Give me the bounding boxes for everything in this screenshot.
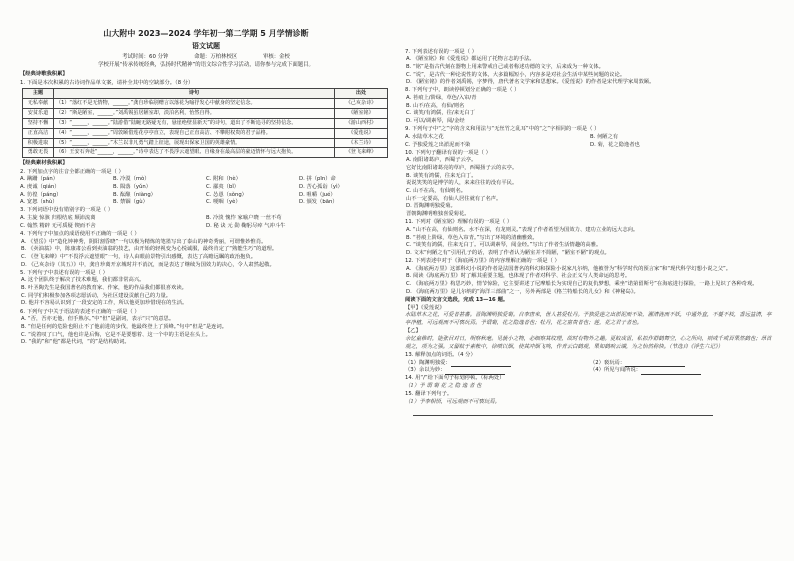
- question-3-options: [20, 215, 392, 223]
- option: C. 附和（hè）: [206, 176, 241, 183]
- table-cell-line: （1）“落红不是无情物，______。”龚自珍临别赠言以落花为喻抒发心中献身的坚定信念。: [54, 99, 335, 109]
- answer-blank[interactable]: [641, 369, 701, 375]
- option: C. “谈笑有鸿儒，往来无白丁。可以调素琴，阅金经。”写出了作者生活情趣的高雅。: [406, 242, 602, 249]
- table-cell-source: 《己亥杂诗》: [335, 99, 388, 109]
- option: A. 彷徨（páng）: [20, 191, 62, 198]
- question-13: 13. 解释加点的词语。（4 分）: [405, 351, 476, 358]
- exam-reviewer: 审核：金校: [262, 53, 290, 60]
- passage-jia-label: 【甲】《爱莲说》: [405, 304, 445, 311]
- question-9-options: [405, 134, 775, 142]
- item-label: （2）亵玩焉：: [590, 359, 626, 366]
- option: D. 可以/调素琴，阅/金经: [406, 118, 465, 125]
- question-2: 2. 下列加点字的注音全都正确的一项是（ ）: [20, 168, 124, 175]
- table-cell-source: 《登飞来峰》: [335, 148, 388, 158]
- question-9: 9. 下列句子中“之”字的含义和用法与“无丝竹之乱耳”中的“之”字相同的一项是（ ）: [405, 126, 600, 133]
- option: D. 咀嚼（jué）: [299, 191, 336, 198]
- option: B. “但是任何的危险也阻止不了他前进的步伐，他最终登上了顶峰。”句中“但是”是连词。: [21, 323, 228, 330]
- table-row: [23, 99, 388, 109]
- option: A. 蹒跚（pán）: [20, 176, 59, 183]
- option: C. “说”，是古代一种论说性的文体，大多篇幅短小，内容多是对社会生活中某些问题的议论。: [406, 71, 626, 78]
- option: B. 叶圣陶先生是我国著名的教育家、作家，他的作品我们都很喜欢读。: [21, 285, 187, 292]
- option: C. 翰然 精辟 无可质疑 锲而不舍: [20, 222, 96, 229]
- option: B. 何陋之有: [590, 133, 619, 140]
- answer-line[interactable]: [413, 407, 713, 416]
- exam-scope: 命题：万柏林校区: [194, 53, 238, 60]
- option: B. 冷淡 愧怍 家喻户晓 一丝不苟: [206, 215, 282, 222]
- table-cell-line: （2）“斯是陋室，______。”刘禹锡虽居陋室却，淡泊名利，怡然自得。: [54, 108, 335, 118]
- option: B. “苔痕上阶绿，草色入帘青。”写出了环境的清幽雅致。: [406, 234, 538, 241]
- option: 晋朝陶渊明唯独喜爱菊花。: [406, 211, 470, 218]
- question-7: 7. 下列表述有误的一项是（ ）: [405, 48, 477, 55]
- exam-subtitle: 语文试题: [192, 41, 220, 50]
- option: A. 虔诚（qián）: [20, 183, 60, 190]
- question-13-items: [405, 367, 775, 375]
- table-cell-source: 《游山西村》: [335, 118, 388, 128]
- right-column: [405, 48, 775, 416]
- option: D. “我的”和“他”都是代词，“的”是结构助词。: [21, 339, 130, 346]
- exam-time: 考试时间：60 分钟: [122, 53, 169, 60]
- table-row: [23, 108, 388, 118]
- option: C. 哽咽（yè）: [206, 199, 241, 206]
- option: D. 文末“何陋之有”引用孔子的话，表明了作者认为陋室并不简陋，“陋室不陋”的观点。: [406, 249, 610, 256]
- option: A. 《陋室铭》和《爱莲说》都运用了托物言志的手法。: [406, 56, 535, 63]
- answer-blank[interactable]: [445, 369, 505, 375]
- option: A. “山不在高，有仙则名。水不在深，有龙则灵。”表现了作者希望为国效力、建功立业的远大志向。: [406, 226, 639, 233]
- option: B. 酝酿（niàng）: [113, 191, 156, 198]
- section-material: 【经典素材我积累】: [20, 160, 68, 167]
- table-cell-source: 《木兰诗》: [335, 138, 388, 148]
- option: A. 南阳诸葛庐，西蜀子云亭。: [406, 157, 477, 164]
- option: 山不一定要高，有仙人居住就有了名声。: [406, 195, 502, 202]
- option: A. 水陆草木之花: [405, 133, 444, 140]
- reading-intro: 阅读下面的文言文选段，完成 13—16 题。: [405, 297, 509, 303]
- option: C. 《登飞来峰》中“不畏浮云遮望眼”一句，诗人由眼前景物引出感慨，表达了高瞻远瞩的政治抱负。: [21, 253, 257, 260]
- option: C. 谈笑/有鸿儒，往/来无白丁: [406, 110, 475, 117]
- table-header: 主题: [23, 89, 54, 99]
- option: A. 这个团队终于解决了技术难题，我们都非常高兴。: [21, 277, 145, 284]
- option: D. 《海底两万里》是儿尔纳的“海洋三部曲”之一，另外两部是《格兰特船长的儿女》和《神秘岛》。: [406, 288, 639, 295]
- question-6: 6. 下列句子中关于语法的表述不正确的一项是（ ）: [20, 308, 140, 315]
- question-5: 5. 下列句子中表述有误的一项是（ ）: [20, 269, 108, 276]
- passage-yi: 余忆童稚时，能张目对日，明察秋毫。见藐小之物，必细察其纹理，故时有物外之趣。夏蚊成雷，私拟作群鹤舞空，心之所向，则或千或百果然鹤也；昂首观之，项为之强。又留蚊于素帐中，徐喷以烟，使其冲烟飞鸣，作青云白鹤观，果如鹤唳云端，为之怡然称快。（节选自《浮生六记》）: [405, 335, 772, 350]
- table-cell-topic: 坚持不懈: [23, 118, 54, 128]
- exam-title: 山大附中 2023—2024 学年初一第二学期 5 月学情诊断: [103, 29, 309, 38]
- option: B. 山不/在高，有仙/则名: [406, 102, 465, 109]
- option: C. 予独爱莲之出淤泥而不染: [405, 141, 471, 148]
- question-1: 1. 下面是本次积累的古诗词作品单文案，请补全其中的空缺部分。（8 分）: [20, 79, 194, 86]
- passage-jia: 水陆草木之花，可爱者甚蕃。晋陶渊明独爱菊。自李唐来，世人甚爱牡丹。予独爱莲之出淤泥而不染，濯清涟而不妖，中通外直，不蔓不枝，香远益清，亭亭净植，可远观而不可亵玩焉。予谓菊，花之隐逸者也；牡丹，花之富贵者也；莲，花之君子者也。: [405, 312, 772, 327]
- table-row: [23, 148, 388, 158]
- table-header: 出处: [335, 89, 388, 99]
- question-2-options: [20, 176, 392, 207]
- table-cell-topic: 安贫乐道: [23, 108, 54, 118]
- question-14: 14. 用“/”给下面句子标划停顿。（标两处）: [405, 375, 505, 382]
- table-row: [23, 128, 388, 138]
- exam-meta: [20, 54, 392, 62]
- question-15: 15. 翻译下列句子。: [405, 391, 453, 398]
- table-cell-line: （4）“______，______。”周敦颐借莲花亭亭直立，表现自己正直高洁、不攀附权贵的君子品格。: [54, 128, 335, 138]
- option: B. 陨落（yǔn）: [113, 183, 152, 190]
- table-cell-line: （6）王安石奔赴“______，______。”诗中表达了不畏浮云遮望眼、自缘身在最高层的豪迈情怀与远大抱负。: [54, 148, 335, 158]
- question-4: 4. 下列句子中加点的成语使用不正确的一项是（ ）: [20, 230, 140, 237]
- option: D. 苦心孤诣（yì）: [299, 183, 343, 190]
- option: C. 《海底两万里》构思巧妙，情节惊险，它主要讲述了尼摩船长为实现自己的复仇梦想，乘坐“诺第留斯号”在海底进行探险，一路上见识了各种奇观。: [406, 281, 758, 288]
- option: C. 怂恿（sǒng）: [206, 191, 247, 198]
- option: A. 宽恕（shù）: [20, 199, 58, 206]
- option: D. 颁发（bān）: [299, 199, 338, 206]
- question-14-text: （1）予 谓 菊 花 之 隐 逸 者 也: [405, 383, 482, 390]
- option: D. 拼（pīn）命: [299, 176, 336, 183]
- option: A. 《海底两万里》这部科幻小说的作者是法国著名的科幻和探险小说家凡尔纳，他被誉为“科学时代的预言家”和“现代科学幻想小说之父”。: [406, 265, 732, 272]
- option: B. 谈笑有鸿儒，往来无白丁。: [406, 172, 477, 179]
- option: D. 《己亥杂诗（其五）》中，龚自珍离开京城时并不消沉，而是表达了继续为国效力的决心，令人肃然起敬。: [21, 261, 275, 268]
- option: D. 菊，花之隐逸者也: [590, 141, 640, 148]
- option: A. 苔痕上/阶绿，草色/入帘/青: [406, 95, 477, 102]
- option: D. 他并不容易认识到了一段安定的工作，所以他更加珍惜现在的生活。: [21, 300, 188, 307]
- option: D. 晋陶渊明独爱菊。: [406, 203, 456, 210]
- table-cell-topic: 积极进取: [23, 138, 54, 148]
- option: C. “说着叹了口气，他也许是后悔，它是不是要想着、这一个中的主语是在头上。: [21, 331, 211, 338]
- option: 说说笑笑的是博学的人，来来往往的没有平民。: [406, 180, 518, 187]
- option: C. 鄙夷（bǐ）: [206, 183, 240, 190]
- item-label: （1）陶渊明独爱：: [405, 359, 451, 366]
- question-11: 11. 下列对《陋室铭》理解有误的一项是（ ）: [405, 219, 513, 226]
- option: C. 山不在高，有仙则名。: [406, 188, 467, 195]
- option: B. “铭”是指古代刻在器物上用来警戒自己或者称述功德的文字，后来成为一种文体。: [406, 63, 604, 70]
- option: B. 阅读《海底两万里》时了解其重要主题，也体现了作者对科学、社会正义与人类命运的思考。: [406, 273, 631, 280]
- option: A. 主旋 惊骇 归根结底 颠沛流离: [20, 215, 96, 222]
- option: B. 冷漠（mò）: [113, 176, 150, 183]
- item-label: （4）所见与闻所说：: [590, 367, 642, 374]
- option: C. 同学们积极参加各项志愿活动，为社区建设贡献自己的力量。: [21, 292, 172, 299]
- question-15-text: （1）予李相悟，可远观而不可亵玩焉。: [405, 399, 501, 406]
- passage-yi-label: 【乙】: [405, 328, 421, 334]
- table-cell-source: 《爱莲说》: [335, 128, 388, 138]
- table-row: [23, 118, 388, 128]
- question-10: 10. 下列句子翻译有误的一项是（ ）: [405, 149, 491, 156]
- poem-table: [22, 88, 388, 158]
- question-3-options: [20, 223, 392, 231]
- table-cell-topic: 勇敢无畏: [23, 148, 54, 158]
- table-cell-source: 《陋室铭》: [335, 108, 388, 118]
- table-cell-topic: 无私奉献: [23, 99, 54, 109]
- question-8: 8. 下列句子中，朗读停顿划分正确的一项是（ ）: [405, 87, 520, 94]
- option: A. 《望岳》中“造化钟神秀，阴阳割昏晓”一句以极为精炼的笔墨写出了泰山的神奇秀丽，可谓惟妙惟肖。: [21, 238, 267, 245]
- section-poetry: 【经典诗歌我积累】: [20, 71, 68, 78]
- option: B. 禁锢（gù）: [113, 199, 148, 206]
- option: D. 《陋室铭》的作者刘禹锡，字梦得，唐代著名文学家和思想家。《爱莲说》的作者是宋代理学家周敦颐。: [406, 79, 655, 86]
- table-header-row: [23, 89, 388, 99]
- option: A. “否，吾亦无他，但手熟尔。”中“但”是副词，表示“只”的意思。: [21, 316, 175, 323]
- option: D. 秘 诀 元 勋 鞠躬尽瘁 气冲斗牛: [206, 222, 286, 229]
- table-row: [23, 138, 388, 148]
- table-cell-topic: 正直高洁: [23, 128, 54, 138]
- item-label: （3）余以为妙：: [405, 367, 446, 374]
- option: B. 《卖油翁》中，陈康肃公看到卖油翁的技艺，由开始的轻视变为心悦诚服，最终肯定了“熟能生巧”的道理。: [21, 246, 278, 253]
- table-cell-line: （3）“______，______。”陆游借“陆蜿无路疑无有，悬崖绝壁显新天”的诗句，道出了不断追寻的坚持信念。: [54, 118, 335, 128]
- question-12: 12. 下列表述中对于《海底两万里》的内容理解正确的一项是（ ）: [405, 258, 560, 265]
- exam-note: 学校开展“传承传统经典，弘扬时代精神”的语文综合性学习活动，请你参与完成下面题目。: [98, 61, 314, 68]
- question-9-options: [405, 142, 775, 150]
- table-header: 诗句: [54, 89, 335, 99]
- left-column: [20, 28, 392, 347]
- table-cell-line: （5）“______，______。”木兰以非凡勇气踏上征途，展现出保家卫国的英雄豪情。: [54, 138, 335, 148]
- question-3: 3. 下列词语中没有错别字的一项是（ ）: [20, 207, 114, 214]
- option: 它好比南阳诸葛亮的草庐，西蜀扬子云的玄亭。: [406, 165, 518, 172]
